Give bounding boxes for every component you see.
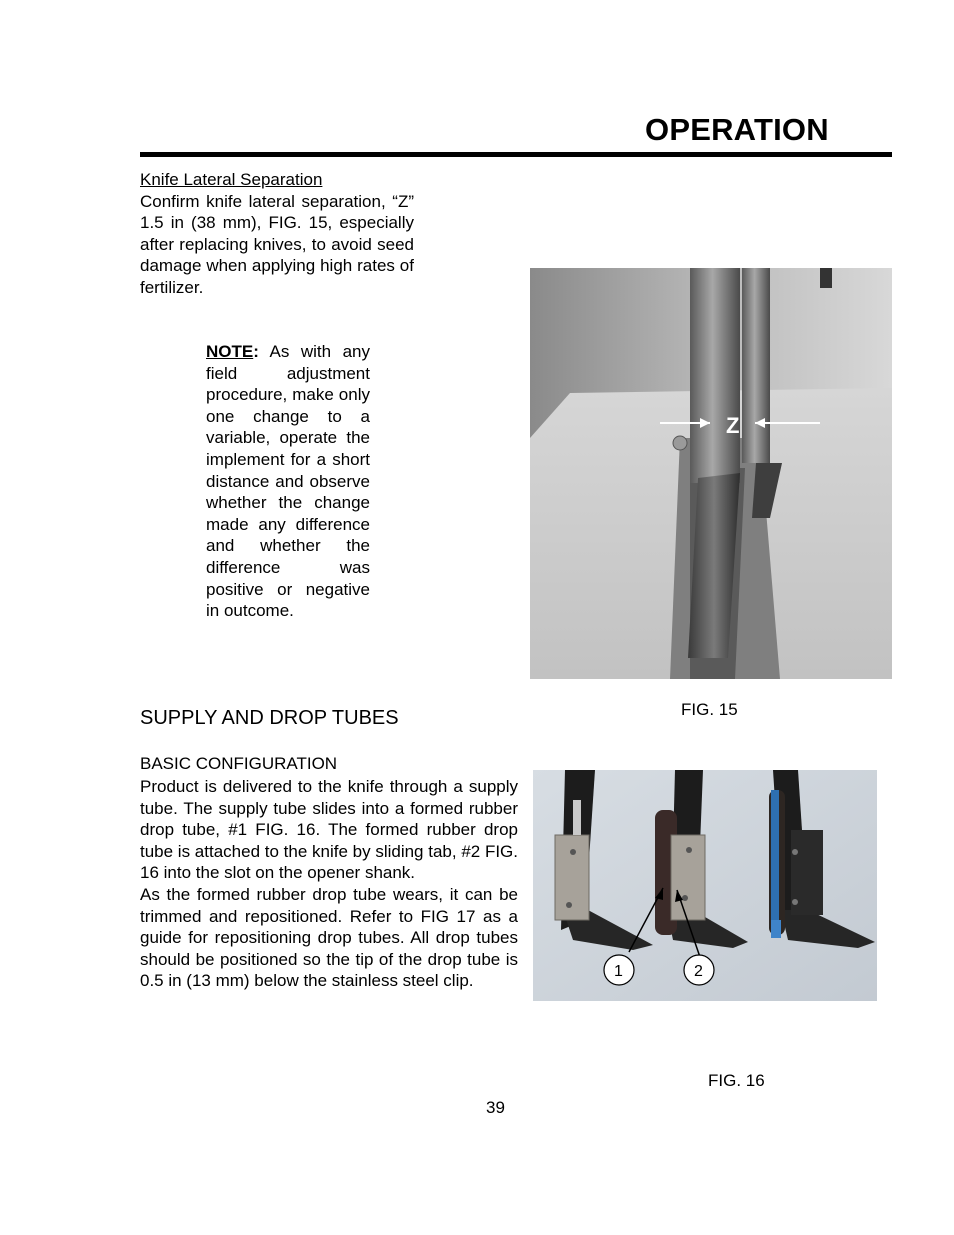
supply-paragraph-2: As the formed rubber drop tube wears, it can be trimmed and repositioned. Refer to FIG 17 as a guide for repositioning drop tubes. All drop tubes should be positioned so the tip of the drop tube is 0.5 in (13 mm) below the stainless steel clip. (140, 884, 518, 991)
supply-section-subtitle: BASIC CONFIGURATION (140, 754, 338, 773)
page-number: 39 (486, 1098, 505, 1117)
note-box (206, 341, 370, 622)
fig16-callout-2: 2 (694, 963, 703, 980)
title-rule (140, 152, 892, 157)
fig16-callout-1: 1 (614, 963, 623, 980)
supply-section-title: SUPPLY AND DROP TUBES (140, 707, 399, 729)
fig15-caption: FIG. 15 (681, 700, 738, 719)
knife-separation-heading: Knife Lateral Separation (140, 170, 323, 189)
fig15-photo (530, 268, 892, 679)
supply-paragraph-1: Product is delivered to the knife through a supply tube. The supply tube slides into a formed rubber drop tube, #1 FIG. 16. The formed rubber drop tube is attached to the knife by sliding tab, #2 FIG. 16 into the slot on the opener shank. (140, 777, 519, 883)
fig16-caption: FIG. 16 (708, 1071, 765, 1090)
supply-section-body (140, 776, 518, 992)
note-label: NOTE (206, 342, 254, 361)
note-text: As with any field adjustment procedure, make only one change to a variable, operate the implement for a short distance and observe whether the change made any difference and whether the difference was positive or negative in outcome. (206, 342, 370, 621)
fig16-photo (533, 770, 877, 1001)
note-colon: : (253, 342, 259, 361)
fig15-z-label: Z (726, 413, 740, 438)
knife-separation-section (140, 169, 414, 299)
knife-separation-body: Confirm knife lateral separation, “Z” 1.5 in (38 mm), FIG. 15, especially after replacing knives, to avoid seed damage when applying high rates of fertilizer. (140, 191, 414, 297)
page-title: OPERATION (645, 112, 829, 147)
